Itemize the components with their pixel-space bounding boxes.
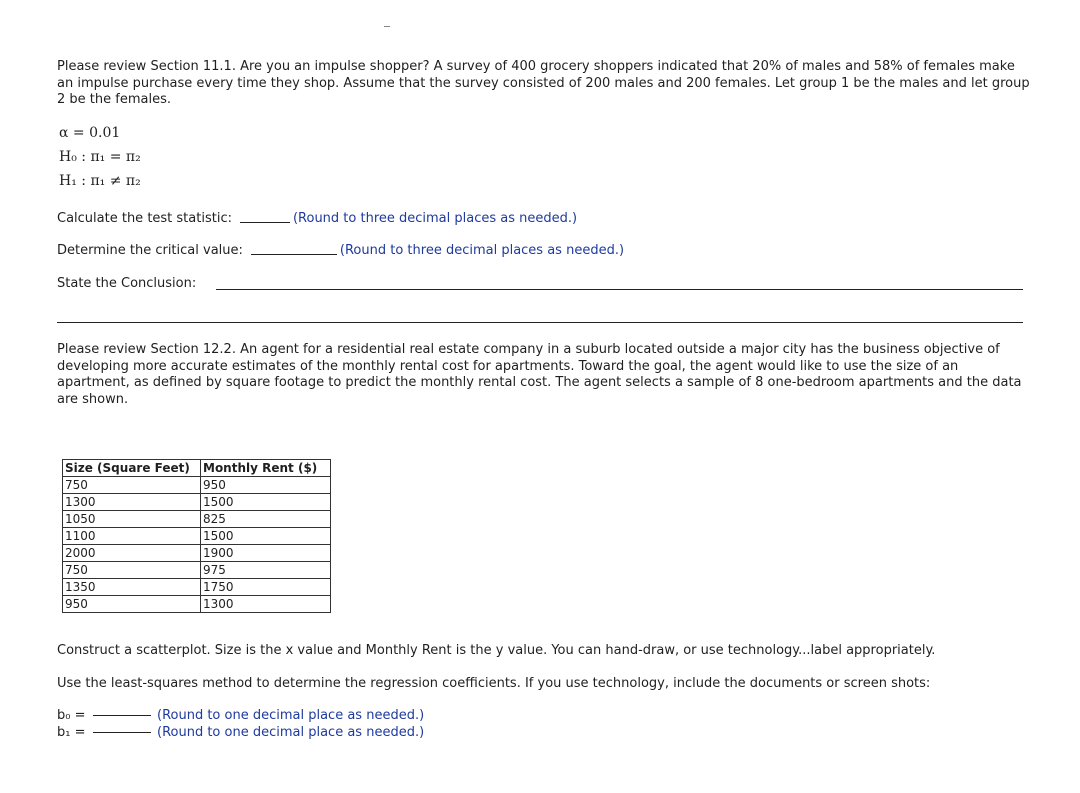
table-row	[63, 494, 331, 511]
size-cell: 950	[63, 596, 201, 613]
table-row	[63, 579, 331, 596]
test-statistic-answer-blank[interactable]	[240, 221, 290, 223]
null-hypothesis: H₀ : π₁ = π₂	[59, 149, 141, 165]
rent-cell: 1300	[201, 596, 331, 613]
rent-cell: 1900	[201, 545, 331, 562]
rent-column-header: Monthly Rent ($)	[201, 460, 331, 477]
size-cell: 750	[63, 477, 201, 494]
critical-value-answer-blank[interactable]	[251, 253, 337, 255]
b0-note: (Round to one decimal place as needed.)	[157, 708, 425, 723]
critical-value-note: (Round to three decimal places as needed.)	[339, 243, 625, 258]
rent-cell: 1500	[201, 494, 331, 511]
regression-instruction: Use the least-squares method to determine the regression coefficients. If you use technology, include the documents or screen shots:	[57, 676, 931, 691]
apartment-data-table	[62, 459, 331, 613]
size-column-header: Size (Square Feet)	[63, 460, 201, 477]
q2-intro-paragraph: Please review Section 12.2. An agent for a residential real estate company in a suburb located outside a major city has the business objective of developing more accurate estimates of the monthly rental cost for apartments. Toward the goal, the agent would like to use the size of an apartment, as defined by square footage to predict the monthly rental cost. The agent selects a sample of 8 one-bedroom apartments and the data are shown.	[57, 342, 1022, 407]
b1-answer-blank[interactable]	[93, 731, 151, 733]
test-statistic-row	[57, 211, 577, 226]
size-cell: 1050	[63, 511, 201, 528]
b1-note: (Round to one decimal place as needed.)	[157, 725, 425, 740]
scatterplot-instruction: Construct a scatterplot. Size is the x value and Monthly Rent is the y value. You can hand-draw, or use technology...label appropriately.	[57, 643, 936, 658]
table-row	[63, 511, 331, 528]
conclusion-row	[57, 276, 196, 291]
critical-value-label: Determine the critical value:	[57, 243, 243, 258]
size-cell: 1100	[63, 528, 201, 545]
table-header-row	[63, 460, 331, 477]
size-cell: 2000	[63, 545, 201, 562]
test-statistic-label: Calculate the test statistic:	[57, 211, 232, 226]
b0-answer-blank[interactable]	[93, 714, 151, 716]
table-row	[63, 528, 331, 545]
table-row	[63, 562, 331, 579]
b0-label: b₀ =	[57, 708, 86, 723]
b0-row	[57, 707, 424, 724]
rent-cell: 825	[201, 511, 331, 528]
alternative-hypothesis: H₁ : π₁ ≠ π₂	[59, 173, 141, 189]
b1-row	[57, 724, 424, 741]
rent-cell: 1750	[201, 579, 331, 596]
rent-cell: 975	[201, 562, 331, 579]
table-row	[63, 596, 331, 613]
size-cell: 750	[63, 562, 201, 579]
critical-value-row	[57, 243, 624, 258]
conclusion-answer-line-2[interactable]	[57, 322, 1023, 323]
table-row	[63, 545, 331, 562]
alpha-statement: α = 0.01	[59, 125, 121, 141]
conclusion-label: State the Conclusion:	[57, 276, 197, 291]
rent-cell: 1500	[201, 528, 331, 545]
conclusion-answer-line-1[interactable]	[216, 289, 1023, 290]
size-cell: 1300	[63, 494, 201, 511]
rent-cell: 950	[201, 477, 331, 494]
q1-intro-paragraph: Please review Section 11.1. Are you an impulse shopper? A survey of 400 grocery shoppers indicated that 20% of males and 58% of females make an impulse purchase every time they shop. Assume that the survey consisted of 200 males and 200 females. Let group 1 be the males and let group 2 be the females.	[57, 59, 1030, 107]
b1-label: b₁ =	[57, 725, 86, 740]
size-cell: 1350	[63, 579, 201, 596]
test-statistic-note: (Round to three decimal places as needed.)	[292, 211, 578, 226]
table-row	[63, 477, 331, 494]
scan-mark	[384, 26, 390, 27]
